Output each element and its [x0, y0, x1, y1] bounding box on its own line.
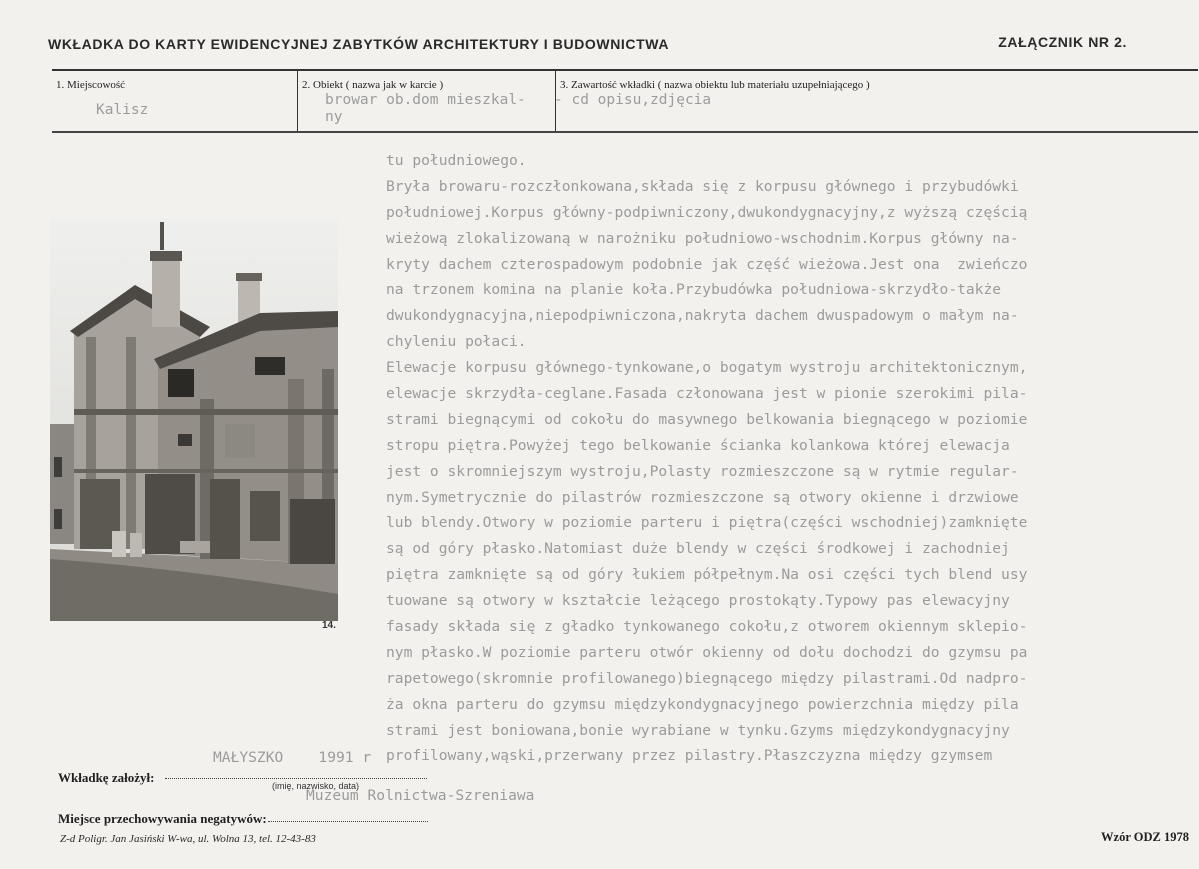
description-line: nym.Symetrycznie do pilastrów rozmieszczone są otwory okienne i drzwiowe — [386, 488, 1019, 506]
description-line: Elewacje korpusu głównego-tynkowane,o bogatym wystroju architektonicznym, — [386, 359, 1028, 377]
description-line: południowej.Korpus główny-podpiwniczony,dwukondygnacyjny,z wyższą częścią — [386, 203, 1028, 221]
object-value: browar ob.dom mieszkal- ny — [325, 92, 526, 125]
storage-dotted-line — [268, 811, 428, 822]
description-line: ża okna parteru do gzymsu międzykondygnacyjnego powierzchnia między pila — [386, 695, 1019, 713]
author-typed: MAŁYSZKO 1991 r — [213, 749, 372, 766]
description-line: tuowane są otwory w kształcie leżącego prostokąty.Typowy pas elewacyjny — [386, 592, 1010, 610]
form-title: WKŁADKA DO KARTY EWIDENCYJNEJ ZABYTKÓW ARCHITEKTURY I BUDOWNICTWA — [48, 36, 670, 52]
description-line: na trzonem komina na planie koła.Przybudówka południowa-skrzydło-także — [386, 281, 1002, 299]
object-cell — [297, 71, 555, 131]
printer-info: Z-d Poligr. Jan Jasiński W-wa, ul. Wolna 13, tel. 12-43-83 — [60, 833, 316, 845]
description-line: kryty dachem czterospadowym podobnie jak część wieżowa.Jest ona zwieńczo — [386, 255, 1028, 273]
description-line: jest o skromniejszym wystroju,Polasty rozmieszczone są w rytmie regular- — [386, 462, 1019, 480]
author-label: Wkładkę założył: — [58, 770, 155, 785]
form-model: Wzór ODZ 1978 — [1101, 830, 1189, 844]
content-label: 3. Zawartość wkładki ( nazwa obiektu lub materiału uzupełniającego ) — [560, 79, 870, 91]
description-line: chyleniu połaci. — [386, 333, 527, 351]
description-line: lub blendy.Otwory w poziomie parteru i piętra(części wschodniej)zamknięte — [386, 514, 1028, 532]
annex-number: ZAŁĄCZNIK NR 2. — [998, 34, 1127, 50]
locality-label: 1. Miejscowość — [56, 79, 126, 91]
description-line: piętra zamknięte są od góry łukiem półpełnym.Na osi części tych blend usy — [386, 566, 1028, 584]
content-cell — [555, 71, 1198, 131]
description-line: strami jest boniowana,bonie wyrabiane w tynku.Gzyms międzykondygnacyjny — [386, 721, 1010, 739]
description-line: wieżową zlokalizowaną w narożniku południowo-wschodnim.Korpus główny na- — [386, 229, 1019, 247]
description-line: nym płasko.W poziomie parteru otwór okienny od dołu dochodzi do gzymsu pa — [386, 643, 1028, 661]
description-text — [386, 148, 1186, 769]
description-line: profilowany,wąski,przerwany przez pilastry.Płaszczyzna między gzymsem — [386, 747, 993, 765]
content-value: - cd opisu,zdjęcia — [554, 92, 712, 108]
object-label: 2. Obiekt ( nazwa jak w karcie ) — [302, 79, 444, 91]
description-line: elewacje skrzydła-ceglane.Fasada członowana jest w pionie szerokimi pila- — [386, 385, 1028, 403]
description-line: fasady składa się z gładko tynkowanego cokołu,z otworem okiennym sklepio- — [386, 618, 1028, 636]
description-line: Bryła browaru-rozczłonkowana,składa się z korpusu głównego i przybudówki — [386, 177, 1019, 195]
photo-number: 14. — [322, 620, 336, 631]
description-line: tu południowego. — [386, 152, 527, 169]
description-line: rapetowego(skromnie profilowanego)biegnącego między pilastrami.Od nadpro- — [386, 669, 1028, 687]
storage-typed: Muzeum Rolnictwa-Szreniawa — [306, 787, 535, 804]
locality-value: Kalisz — [96, 102, 149, 118]
locality-cell — [52, 71, 297, 131]
description-line: strami biegnącymi od cokołu do masywnego belkowania biegnącego w poziomie — [386, 410, 1028, 428]
building-photo — [50, 219, 338, 621]
description-line: stropu piętra.Powyżej tego belkowanie ścianka kolankowa której elewacja — [386, 436, 1010, 454]
description-line: są od góry płasko.Natomiast duże blendy w części środkowej i zachodniej — [386, 540, 1010, 558]
author-dotted-line — [165, 768, 427, 779]
author-hint: (imię, nazwisko, data) — [272, 781, 360, 791]
field-row — [52, 69, 1198, 133]
description-line: dwukondygnacyjna,niepodpiwniczona,nakryta dachem dwuspadowym o małym na- — [386, 307, 1019, 325]
storage-label: Miejsce przechowywania negatywów: — [58, 811, 267, 826]
